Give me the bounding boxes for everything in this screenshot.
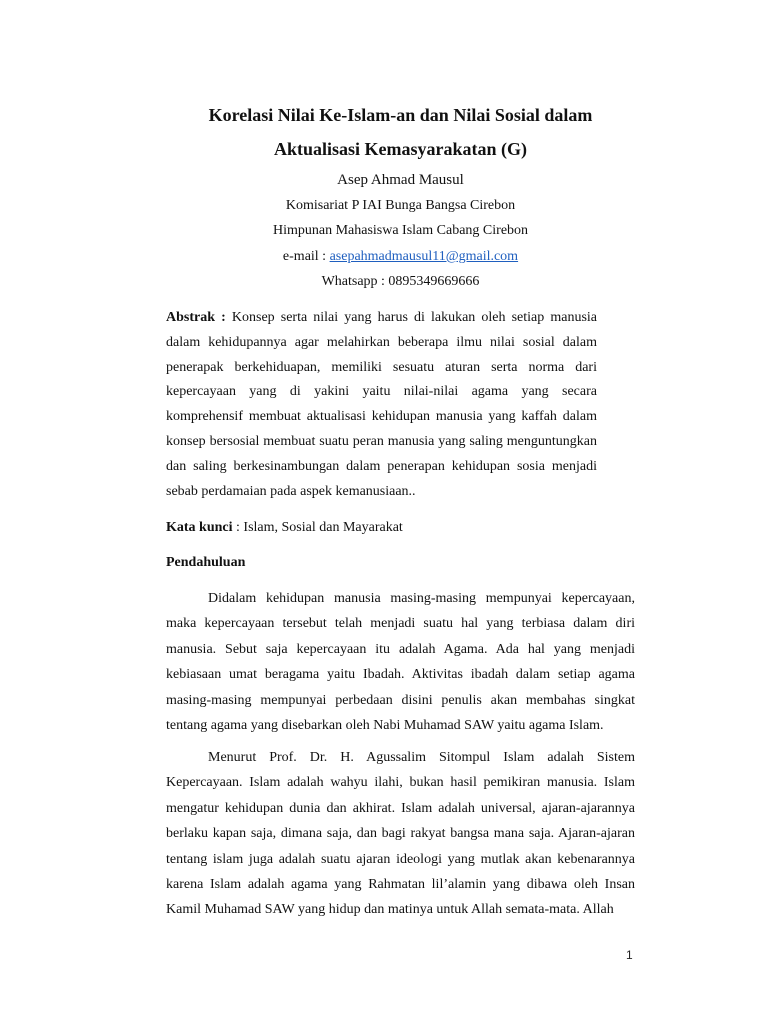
whatsapp-line: Whatsapp : 0895349669666 xyxy=(321,274,480,289)
affiliation-1: Komisariat P IAI Bunga Bangsa Cirebon xyxy=(285,198,516,213)
keywords-text: : Islam, Sosial dan Mayarakat xyxy=(232,520,403,535)
section-heading: Pendahuluan xyxy=(166,555,246,570)
keywords-label: Kata kunci xyxy=(166,520,233,535)
keywords-line xyxy=(166,519,635,537)
document-title-line1: Korelasi Nilai Ke-Islam-an dan Nilai Sosial dalam xyxy=(208,105,593,125)
email-label: e-mail : xyxy=(282,249,330,264)
affiliation-2: Himpunan Mahasiswa Islam Cabang Cirebon xyxy=(272,223,529,238)
email-link[interactable]: asepahmadmausul11@gmail.com xyxy=(329,249,519,264)
page-number: 1 xyxy=(626,948,633,962)
body-paragraph-2: Menurut Prof. Dr. H. Agussalim Sitompul Islam adalah Sistem Kepercayaan. Islam adalah wahyu ilahi, bukan hasil pemikiran manusia. Islam mengatur kehidupan dunia dan akhirat. Islam adalah universal, ajaran-ajarannya berlaku kapan saja, dimana saja, dan bagi rakyat bangsa mana saja. Ajaran-ajaran tentang islam juga adalah suatu ajaran ideologi yang mutlak akan kebenarannya karena Islam adalah agama yang Rahmatan lil’alamin yang dibawa oleh Insan Kamil Muhamad SAW yang hidup dan matinya untuk Allah semata-mata. Allah xyxy=(166,750,635,918)
author-name: Asep Ahmad Mausul xyxy=(337,172,464,188)
abstract-text: Konsep serta nilai yang harus di lakukan oleh setiap manusia dalam kehidupannya agar melahirkan beberapa ilmu nilai sosial dalam penerapak berkehiduapan, memiliki sesuatu aturan serta norma dari kepercayaan yang di yakini yaitu nilai-nilai agama yang secara komprehensif membuat aktualisasi kehidupan manusia yang kaffah dalam konsep bersosial membuat suatu peran manusia yang saling menguntungkan dan saling berkesinambungan dalam penerapan kehidupan sosia menjadi sebab perdamaian pada aspek kemanusiaan.. xyxy=(166,310,598,499)
body-paragraph-1: Didalam kehidupan manusia masing-masing mempunyai kepercayaan, maka kepercayaan tersebut telah menjadi suatu hal yang terbiasa dalam diri manusia. Sebut saja kepercayaan itu adalah Agama. Ada hal yang menjadi kebiasaan umat beragama yaitu Ibadah. Aktivitas ibadah dalam setiap agama masing-masing mempunyai perbedaan disini penulis akan membahas singkat tentang agama yang disebarkan oleh Nabi Muhamad SAW yaitu agama Islam. xyxy=(166,591,635,734)
abstract-label: Abstrak : xyxy=(166,310,226,325)
email-line xyxy=(166,248,635,266)
document-title-line2: Aktualisasi Kemasyarakatan (G) xyxy=(273,139,527,159)
abstract-paragraph xyxy=(166,306,597,504)
